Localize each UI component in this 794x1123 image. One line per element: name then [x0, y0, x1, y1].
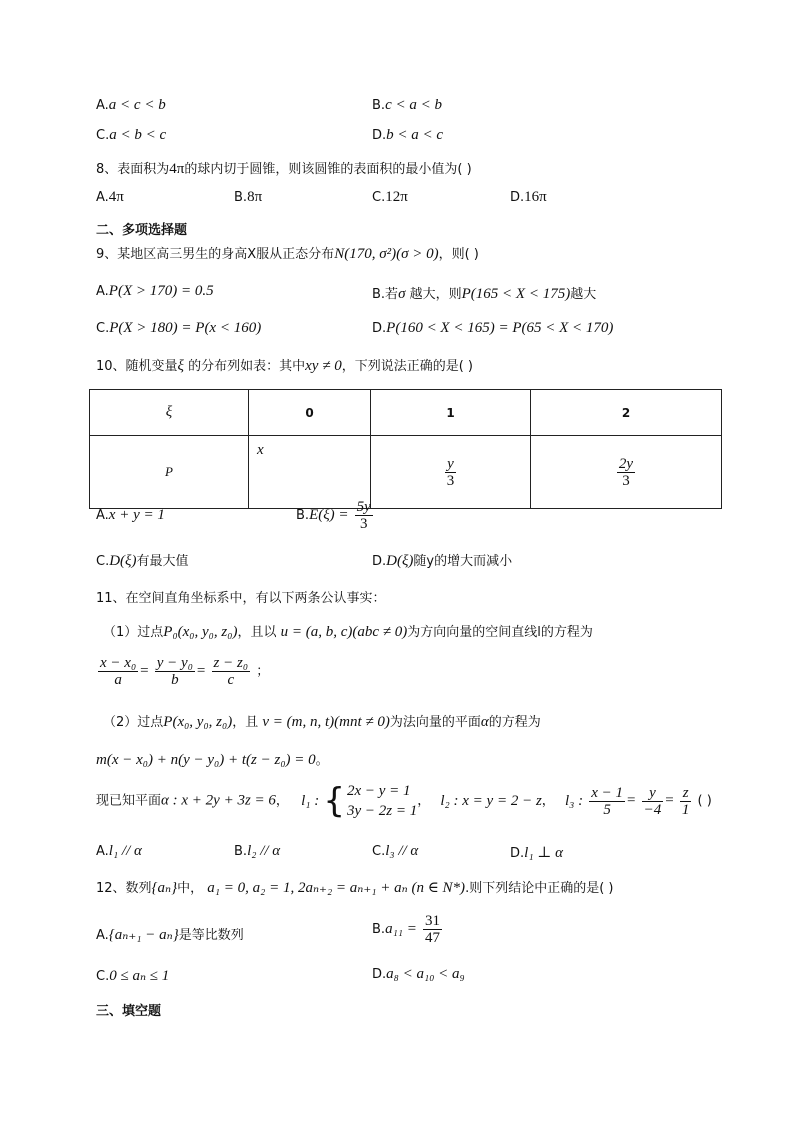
q7-option-a: A.a < c < b — [96, 97, 166, 113]
q8-option-a: A.4π — [96, 189, 124, 205]
q11-plane-equation: m(x − x₀) + n(y − y₀) + t(z − z₀) = 0。 — [96, 752, 329, 768]
q11-fact-2: （2）过点P(x₀, y₀, z₀)，且 v = (m, n, t)(mnt ≠ 0)为法向量的平面α的方程为 — [103, 714, 541, 730]
q11-fact-1: （1）过点P₀(x₀, y₀, z₀)，且以 u = (a, b, c)(abc ≠ 0)为方向向量的空间直线l的方程为 — [103, 624, 593, 640]
q7-option-c: C.a < b < c — [96, 127, 167, 143]
table-cell: $\frac{2y}{3}$ — [531, 436, 722, 509]
table-cell: $\frac{y}{3}$ — [371, 436, 531, 509]
q10-option-d: D.D(ξ)随y的增大而减小 — [372, 553, 513, 569]
q10-stem: 10、随机变量ξ 的分布列如表：其中xy ≠ 0，下列说法正确的是( ) — [96, 358, 473, 374]
q12-option-b: B.a₁₁ = $\frac{31}{47}$ — [372, 913, 441, 946]
table-cell: P — [90, 436, 249, 509]
q10-option-b: B.E(ξ) = $\frac{5y}{3}$ — [296, 499, 371, 532]
q12-option-c: C.0 ≤ aₙ ≤ 1 — [96, 968, 170, 984]
table-cell: x — [249, 436, 371, 509]
q11-option-d: D.l₁ ⊥ α — [510, 845, 564, 861]
table-cell: ξ — [90, 390, 249, 436]
table-cell: 1 — [371, 390, 531, 436]
q8-stem: 8、表面积为4π的球内切于圆锥，则该圆锥的表面积的最小值为( ) — [96, 161, 472, 177]
q11-known: 现已知平面α : x + 2y + 3z = 6， l₁ : { 2x − y = 1 3y − 2z = 1， l₂ : x = y = 2 − z， l₃ : $\frac{x - 1}{5}$ = $\frac{y}{-4}$ = $\frac{z}{1}$ ( ) — [96, 781, 712, 821]
q9-option-b: B.若σ 越大，则P(165 < X < 175)越大 — [372, 286, 597, 302]
table-cell: 0 — [249, 390, 371, 436]
q11-stem: 11、在空间直角坐标系中，有以下两条公认事实： — [96, 591, 386, 606]
q9-option-d: D.P(160 < X < 165) = P(65 < X < 170) — [372, 320, 614, 336]
q12-stem: 12、数列{aₙ}中， a₁ = 0, a₂ = 1, 2aₙ₊₂ = aₙ₊₁ + aₙ (n ∈ N*).则下列结论中正确的是( ) — [96, 880, 614, 896]
table-cell: 2 — [531, 390, 722, 436]
q9-option-a: A.P(X > 170) = 0.5 — [96, 283, 214, 299]
q7-option-d: D.b < a < c — [372, 127, 444, 143]
q9-option-c: C.P(X > 180) = P(x < 160) — [96, 320, 262, 336]
q8-option-c: C.12π — [372, 189, 408, 205]
q8-option-d: D.16π — [510, 189, 547, 205]
section-title-multiple-choice: 二、多项选择题 — [96, 223, 188, 238]
q7-option-b: B.c < a < b — [372, 97, 442, 113]
q10-option-a: A.x + y = 1 — [96, 507, 165, 523]
q11-line-equation: $\frac{\text{x − x₀}}{a}$ = $\frac{\text{y − y₀}}{b}$ = $\frac{\text{z − z₀}}{c}$ ； — [100, 655, 270, 688]
q8-option-b: B.8π — [234, 189, 263, 205]
distribution-table — [89, 389, 722, 509]
table-row — [90, 390, 722, 436]
q10-option-c: C.D(ξ)有最大值 — [96, 553, 189, 569]
q12-option-d: D.a₈ < a₁₀ < a₉ — [372, 966, 465, 982]
q11-option-b: B.l₂ // α — [234, 843, 281, 859]
q11-option-c: C.l₃ // α — [372, 843, 419, 859]
q12-option-a: A.{aₙ₊₁ − aₙ}是等比数列 — [96, 927, 244, 943]
table-row — [90, 436, 722, 509]
q9-stem: 9、某地区高三男生的身高X服从正态分布N(170, σ²)(σ > 0)，则( ) — [96, 246, 479, 262]
q11-option-a: A.l₁ // α — [96, 843, 142, 859]
section-title-fill-in: 三、填空题 — [96, 1004, 162, 1019]
